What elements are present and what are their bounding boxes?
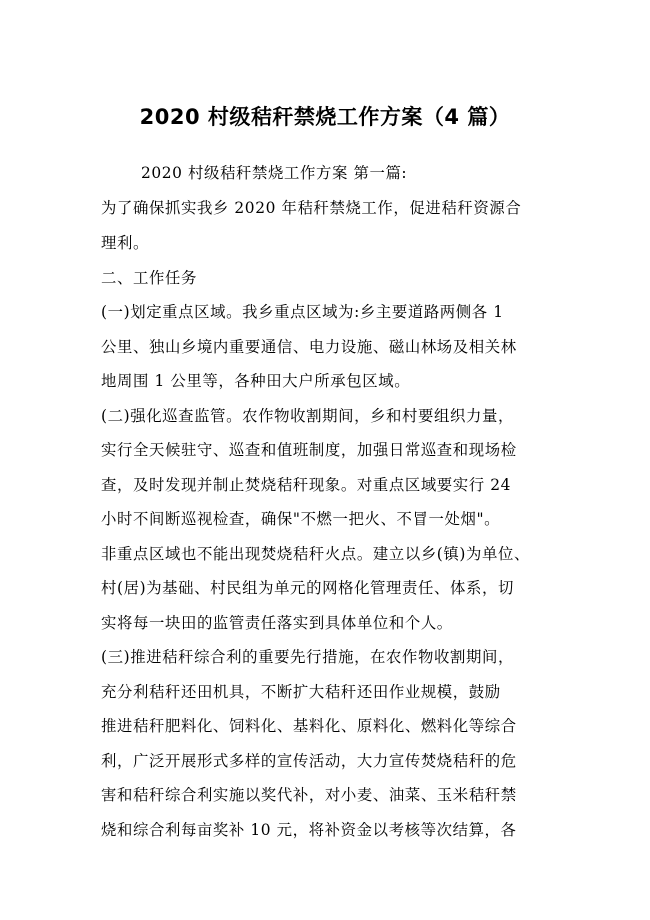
paragraph-line: (一)划定重点区域。我乡重点区域为:乡主要道路两侧各 1 [101, 303, 504, 321]
paragraph-line: 地周围 1 公里等，各种田大户所承包区域。 [101, 372, 411, 390]
paragraph-line: 查，及时发现并制止焚烧秸秆现象。对重点区域要实行 24 [101, 476, 512, 494]
section-heading: 二、工作任务 [101, 269, 197, 287]
paragraph-line: 非重点区域也不能出现焚烧秸秆火点。建立以乡(镇)为单位、 [101, 545, 530, 563]
paragraph-line: 小时不间断巡视检查，确保"不燃一把火、不冒一处烟"。 [101, 510, 501, 528]
paragraph-line: 充分利秸秆还田机具，不断扩大秸秆还田作业规模，鼓励 [101, 683, 501, 701]
document-title: 2020 村级秸秆禁烧工作方案（4 篇） [139, 105, 511, 129]
paragraph-line: 推进秸秆肥料化、饲料化、基料化、原料化、燃料化等综合 [101, 717, 517, 735]
paragraph-line: 公里、独山乡境内重要通信、电力设施、磁山林场及相关林 [101, 338, 517, 356]
paragraph-line: 害和秸秆综合利实施以奖代补，对小麦、油菜、玉米秸秆禁 [101, 786, 517, 804]
paragraph-line: 理利。 [101, 234, 149, 252]
paragraph-line: 为了确保抓实我乡 2020 年秸秆禁烧工作，促进秸秆资源合 [101, 199, 522, 217]
paragraph-line: 利，广泛开展形式多样的宣传活动，大力宣传焚烧秸秆的危 [101, 752, 517, 770]
paragraph-line: 实将每一块田的监管责任落实到具体单位和个人。 [101, 614, 453, 632]
paragraph-line: (三)推进秸秆综合利的重要先行措施，在农作物收割期间， [101, 648, 514, 666]
paragraph-line: (二)强化巡查监管。农作物收割期间，乡和村要组织力量， [101, 407, 514, 425]
paragraph-line: 村(居)为基础、村民组为单元的网格化管理责任、体系，切 [101, 579, 514, 597]
paragraph-line: 实行全天候驻守、巡查和值班制度，加强日常巡查和现场检 [101, 441, 517, 459]
paragraph-line: 2020 村级秸秆禁烧工作方案 第一篇: [141, 164, 408, 182]
paragraph-line: 烧和综合利每亩奖补 10 元，将补资金以考核等次结算，各 [101, 821, 517, 839]
